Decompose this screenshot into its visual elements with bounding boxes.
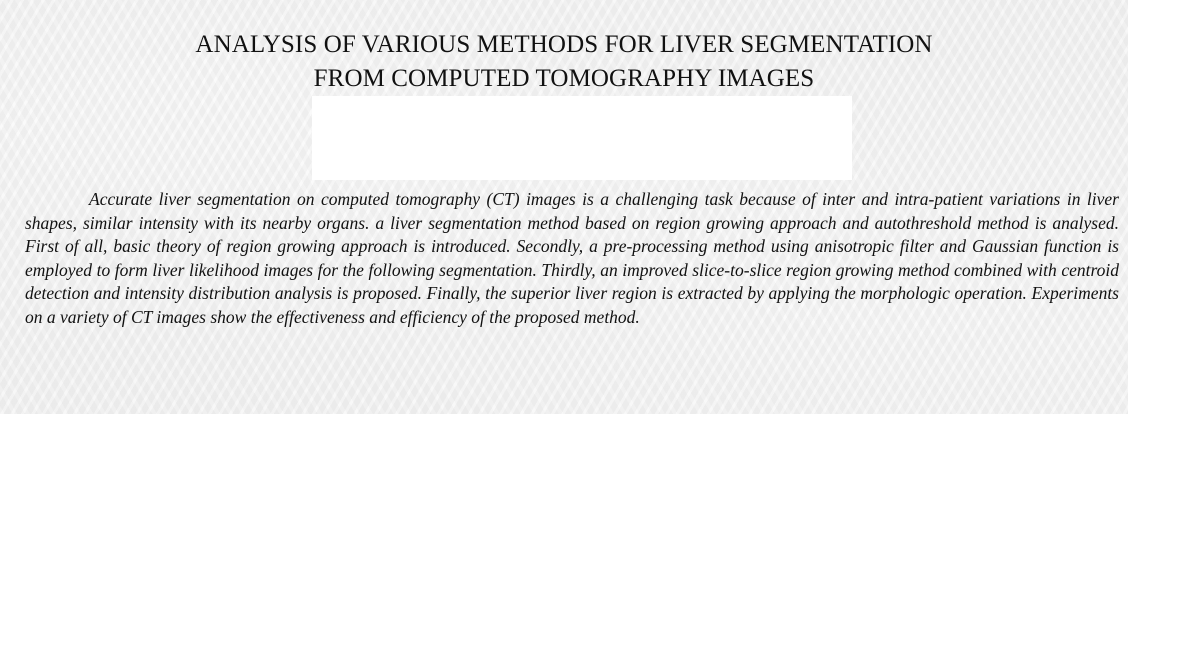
blank-panel [312,96,852,180]
document-title [0,28,1128,96]
title-line-2: FROM COMPUTED TOMOGRAPHY IMAGES [313,65,815,92]
abstract-paragraph: Accurate liver segmentation on computed tomography (CT) images is a challenging task because of inter and intra-patient variations in liver shapes, similar intensity with its nearby organs. a liver segmentation method based on region growing approach and autothreshold method is analysed. First of all, basic theory of region growing approach is introduced. Secondly, a pre-processing method using anisotropic filter and Gaussian function is employed to form liver likelihood images for the following segmentation. Thirdly, an improved slice-to-slice region growing method combined with centroid detection and intensity distribution analysis is proposed. Finally, the superior liver region is extracted by applying the morphologic operation. Experiments on a variety of CT images show the effectiveness and efficiency of the proposed method. [25,189,1119,327]
title-line-1: ANALYSIS OF VARIOUS METHODS FOR LIVER SEGMENTATION [195,31,933,58]
